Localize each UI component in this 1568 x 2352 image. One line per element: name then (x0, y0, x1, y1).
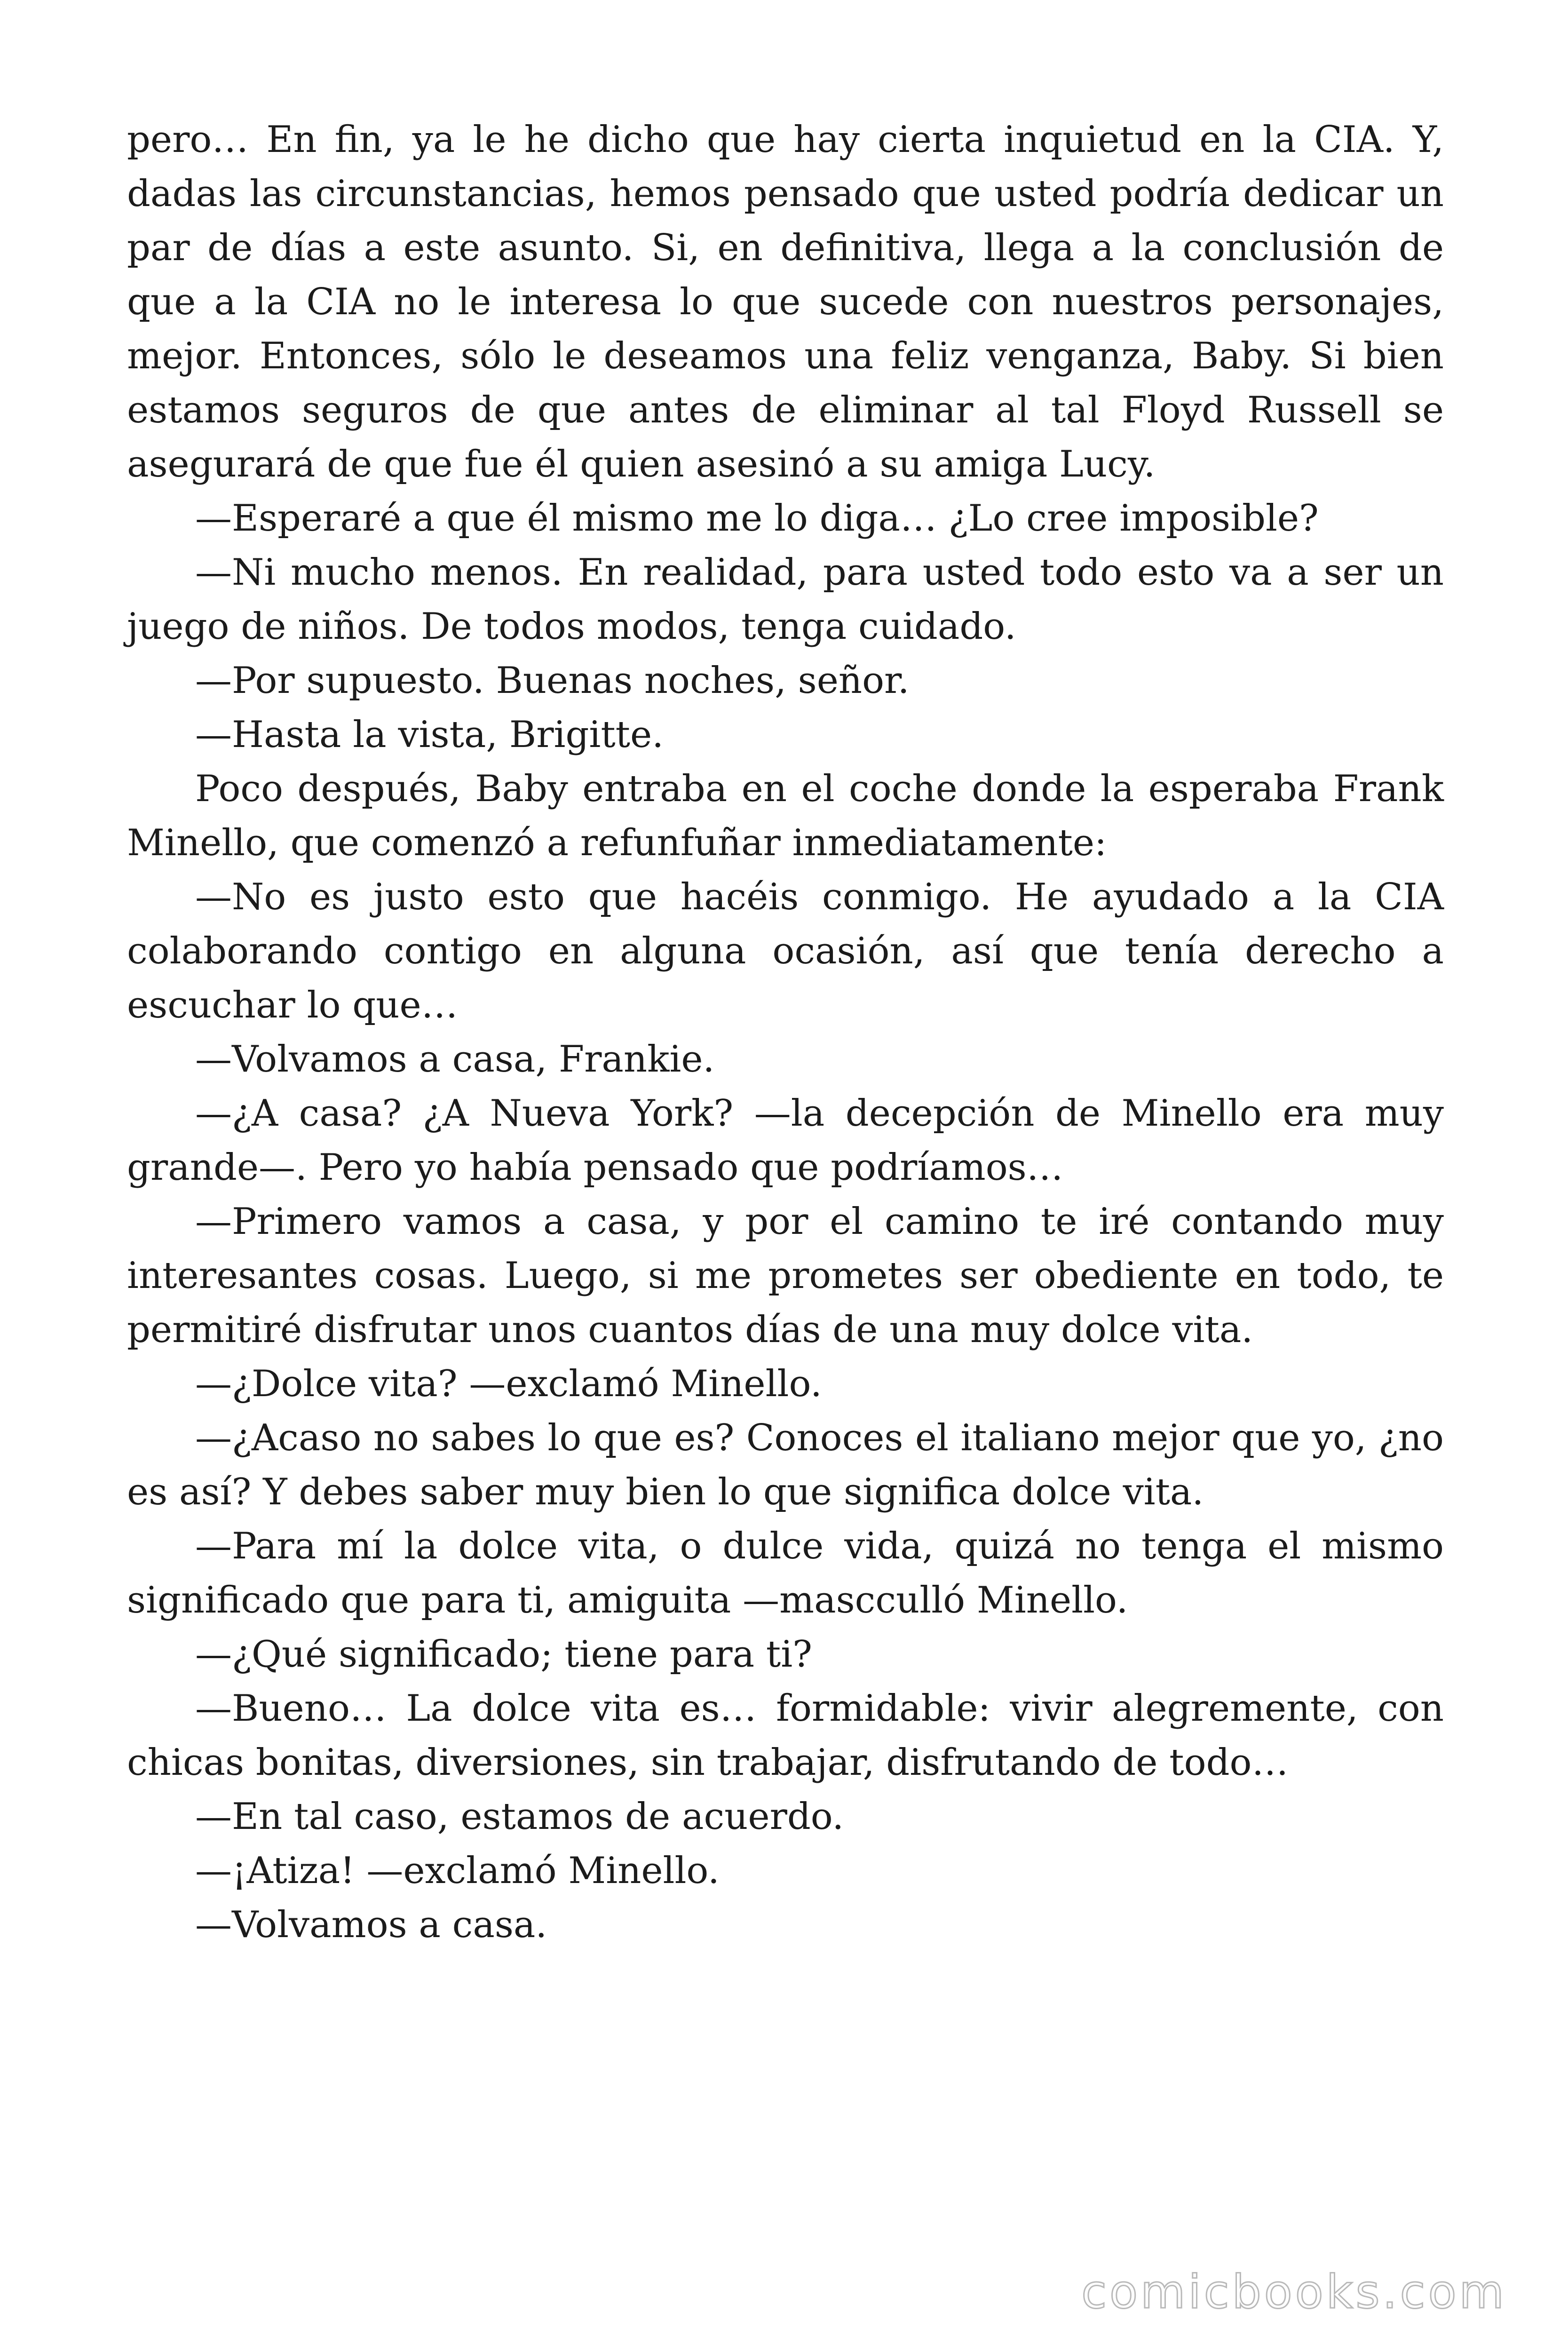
paragraph-15: —Bueno… La dolce vita es… formidable: vivir alegremente, con chicas bonitas, diversiones, sin trabajar, disfrutando de todo… (127, 1687, 1444, 1784)
paragraph-3: —Ni mucho menos. En realidad, para usted todo esto va a ser un juego de niños. De todos modos, tenga cuidado. (127, 551, 1444, 648)
paragraph-11: —¿Dolce vita? —exclamó Minello. (195, 1363, 822, 1405)
paragraph-5: —Hasta la vista, Brigitte. (195, 714, 664, 756)
paragraph-6: Poco después, Baby entraba en el coche donde la esperaba Frank Minello, que comenzó a refunfuñar inmediatamente: (127, 768, 1444, 864)
paragraph-1: pero… En fin, ya le he dicho que hay cierta inquietud en la CIA. Y, dadas las circunstancias, hemos pensado que usted podría dedicar un par de días a este asunto. Si, en definitiva, llega a la conclusión de que a la CIA no le interesa lo que sucede con nuestros personajes, mejor. Entonces, sólo le deseamos una feliz venganza, Baby. Si bien estamos seguros de que antes de eliminar al tal Floyd Russell se asegurará de que fue él quien asesinó a su amiga Lucy. (127, 119, 1444, 485)
paragraph-16: —En tal caso, estamos de acuerdo. (195, 1796, 844, 1838)
paragraph-14: —¿Qué significado; tiene para ti? (195, 1633, 812, 1676)
paragraph-18: —Volvamos a casa. (195, 1904, 547, 1946)
paragraph-9: —¿A casa? ¿A Nueva York? —la decepción de Minello era muy grande—. Pero yo había pensado que podríamos… (127, 1092, 1444, 1189)
paragraph-8: —Volvamos a casa, Frankie. (195, 1038, 715, 1081)
paragraph-10: —Primero vamos a casa, y por el camino te iré contando muy interesantes cosas. Luego, si me prometes ser obediente en todo, te permitiré disfrutar unos cuantos días de una muy dolce vita. (127, 1200, 1444, 1351)
paragraph-13: —Para mí la dolce vita, o dulce vida, quizá no tenga el mismo significado que para ti, amiguita —mascculló Minello. (127, 1525, 1444, 1621)
paragraph-12: —¿Acaso no sabes lo que es? Conoces el italiano mejor que yo, ¿no es así? Y debes saber muy bien lo que significa dolce vita. (127, 1417, 1444, 1513)
paragraph-17: —¡Atiza! —exclamó Minello. (195, 1850, 720, 1892)
paragraph-7: —No es justo esto que hacéis conmigo. He ayudado a la CIA colaborando contigo en alguna ocasión, así que tenía derecho a escuchar lo que… (127, 876, 1444, 1026)
paragraph-2: —Esperaré a que él mismo me lo diga… ¿Lo cree imposible? (195, 497, 1319, 540)
page-body (127, 113, 1444, 1952)
paragraph-4: —Por supuesto. Buenas noches, señor. (195, 660, 910, 702)
watermark: comicbooks.com (1081, 2265, 1507, 2319)
